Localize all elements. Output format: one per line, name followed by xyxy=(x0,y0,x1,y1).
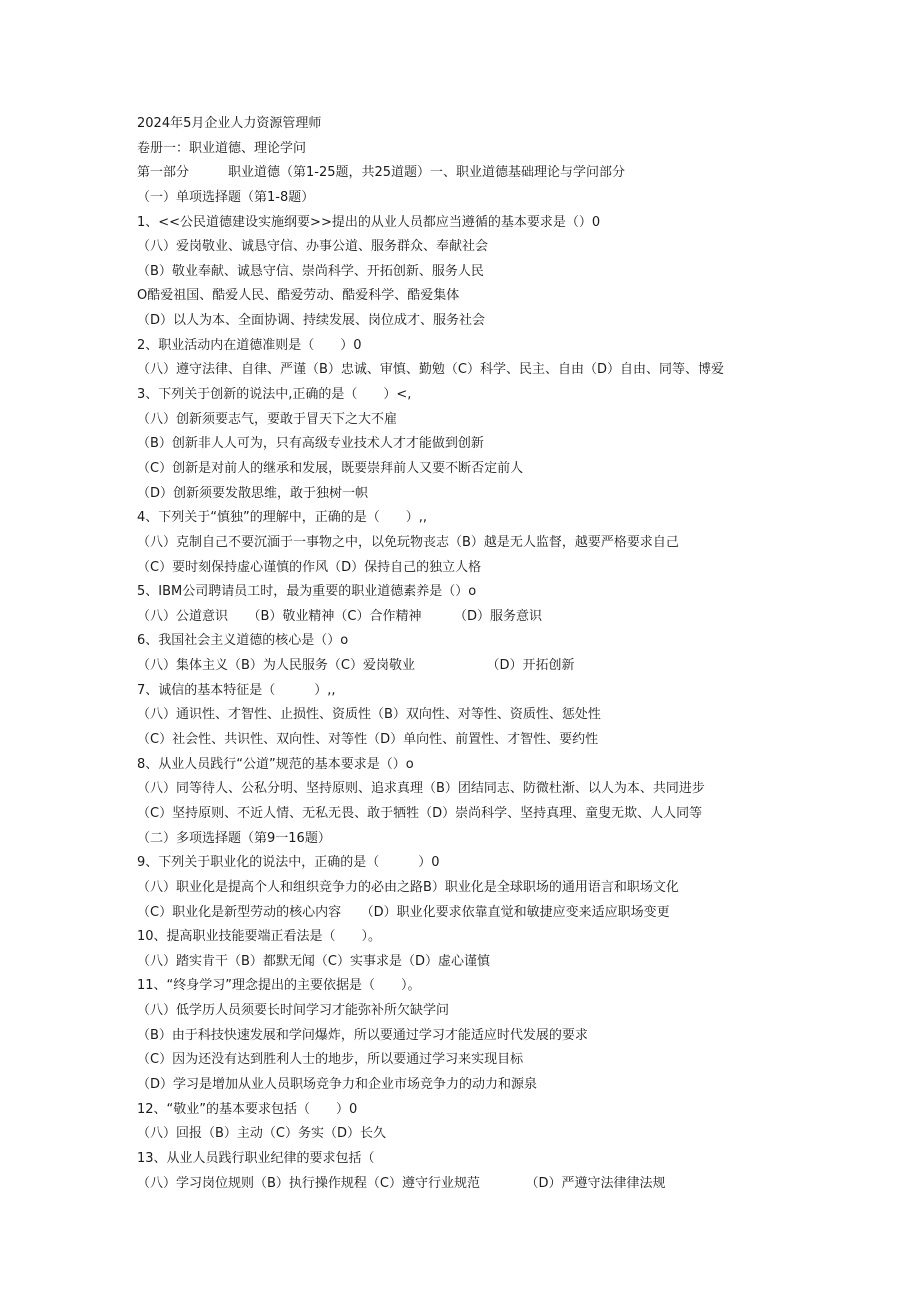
text-line: （D）以人为本、全面协调、持续发展、岗位成才、服务社会 xyxy=(137,313,486,329)
text-line: 11、“终身学习”理念提出的主要依据是（ ）。 xyxy=(137,978,421,994)
document-body xyxy=(137,112,897,1196)
text-line: （C）职业化是新型劳动的核心内容 （D）职业化要求依靠直觉和敏捷应变来适应职场变更 xyxy=(137,904,670,920)
text-line: （八）回报（B）主动（C）务实（D）长久 xyxy=(137,1126,387,1142)
text-line: （八）学习岗位规则（B）执行操作规程（C）遵守行业规范 （D）严遵守法律律法规 xyxy=(137,1175,666,1191)
text-line: （B）敬业奉献、诚恳守信、崇尚科学、开拓创新、服务人民 xyxy=(137,263,484,279)
text-line: （八）踏实肯干（B）都默无闻（C）实事求是（D）虚心谨慎 xyxy=(137,953,491,969)
text-line: （八）同等待人、公私分明、坚持原则、追求真理（B）团结同志、防微杜渐、以人为本、共同进步 xyxy=(137,781,705,797)
text-line: 3、下列关于创新的说法中,正确的是（ ）<, xyxy=(137,387,412,403)
text-line: O酷爱祖国、酷爱人民、酷爱劳动、酷爱科学、酷爱集体 xyxy=(137,288,460,304)
text-line: （D）学习是增加从业人员职场竞争力和企业市场竞争力的动力和源泉 xyxy=(137,1076,538,1092)
text-line: （B）由于科技快速发展和学问爆炸，所以要通过学习才能适应时代发展的要求 xyxy=(137,1027,588,1043)
text-line: （二）多项选择题（第9一16题） xyxy=(137,830,331,846)
text-line: 12、“敬业”的基本要求包括（ ）0 xyxy=(137,1101,358,1117)
text-line: 6、我国社会主义道德的核心是（）o xyxy=(137,633,349,649)
text-line: 7、诚信的基本特征是（ ）,, xyxy=(137,682,336,698)
text-line: （八）低学历人员须要长时间学习才能弥补所欠缺学问 xyxy=(137,1003,450,1019)
text-line: 第一部分 职业道德（第1-25题，共25道题）一、职业道德基础理论与学问部分 xyxy=(137,165,626,181)
text-line: 8、从业人员践行“公道”规范的基本要求是（）o xyxy=(137,756,414,772)
text-line: （C）创新是对前人的继承和发展，既要崇拜前人又要不断否定前人 xyxy=(137,460,524,476)
text-line: 10、提高职业技能要端正看法是（ ）。 xyxy=(137,929,382,945)
text-line: 5、IBM公司聘请员工时，最为重要的职业道德素养是（）o xyxy=(137,584,477,600)
text-line: （八）集体主义（B）为人民服务（C）爱岗敬业 （D）开拓创新 xyxy=(137,658,575,674)
text-line: （八）遵守法律、自律、严谨（B）忠诚、审慎、勤勉（C）科学、民主、自由（D）自由、同等、博爱 xyxy=(137,362,725,378)
text-line: 13、从业人员践行职业纪律的要求包括（ xyxy=(137,1150,375,1166)
text-line: （C）因为还没有达到胜利人士的地步，所以要通过学习来实现目标 xyxy=(137,1052,524,1068)
text-line: （八）职业化是提高个人和组织竞争力的必由之路B）职业化是全球职场的通用语言和职场文化 xyxy=(137,879,679,895)
text-line: （八）爱岗敬业、诚恳守信、办事公道、服务群众、奉献社会 xyxy=(137,239,489,255)
text-line: （B）创新非人人可为，只有高级专业技术人才才能做到创新 xyxy=(137,436,484,452)
text-line: （一）单项选择题（第1-8题） xyxy=(137,189,315,205)
text-line: （C）社会性、共识性、双向性、对等性（D）单向性、前置性、才智性、要约性 xyxy=(137,732,599,748)
text-line: （八）创新须要志气，要敢于冒天下之大不雇 xyxy=(137,411,398,427)
text-line: （C）坚持原则、不近人情、无私无畏、敢于牺牲（D）崇尚科学、坚持真理、童叟无欺、人人同等 xyxy=(137,805,703,821)
text-line: 2、职业活动内在道德准则是（ ）0 xyxy=(137,337,362,353)
text-line: 卷册一：职业道德、理论学问 xyxy=(137,140,307,156)
text-line: 1、<<公民道德建设实施纲要>>提出的从业人员都应当遵循的基本要求是（）0 xyxy=(137,214,601,230)
text-line: （C）要时刻保持虚心谨慎的作风（D）保持自己的独立人格 xyxy=(137,559,482,575)
text-line: （八）公道意识 （B）敬业精神（C）合作精神 （D）服务意识 xyxy=(137,608,543,624)
text-line: 4、下列关于“慎独”的理解中，正确的是（ ）,, xyxy=(137,510,428,526)
text-line: （D）创新须要发散思维，敢于独树一帜 xyxy=(137,485,369,501)
text-line: （八）通识性、才智性、止损性、资质性（B）双向性、对等性、资质性、惩处性 xyxy=(137,707,601,723)
text-line: 2024年5月企业人力资源管理师 xyxy=(137,116,322,131)
text-line: （八）克制自己不要沉湎于一事物之中，以免玩物丧志（B）越是无人监督，越要严格要求自己 xyxy=(137,534,679,550)
text-line: 9、下列关于职业化的说法中，正确的是（ ）0 xyxy=(137,855,440,871)
